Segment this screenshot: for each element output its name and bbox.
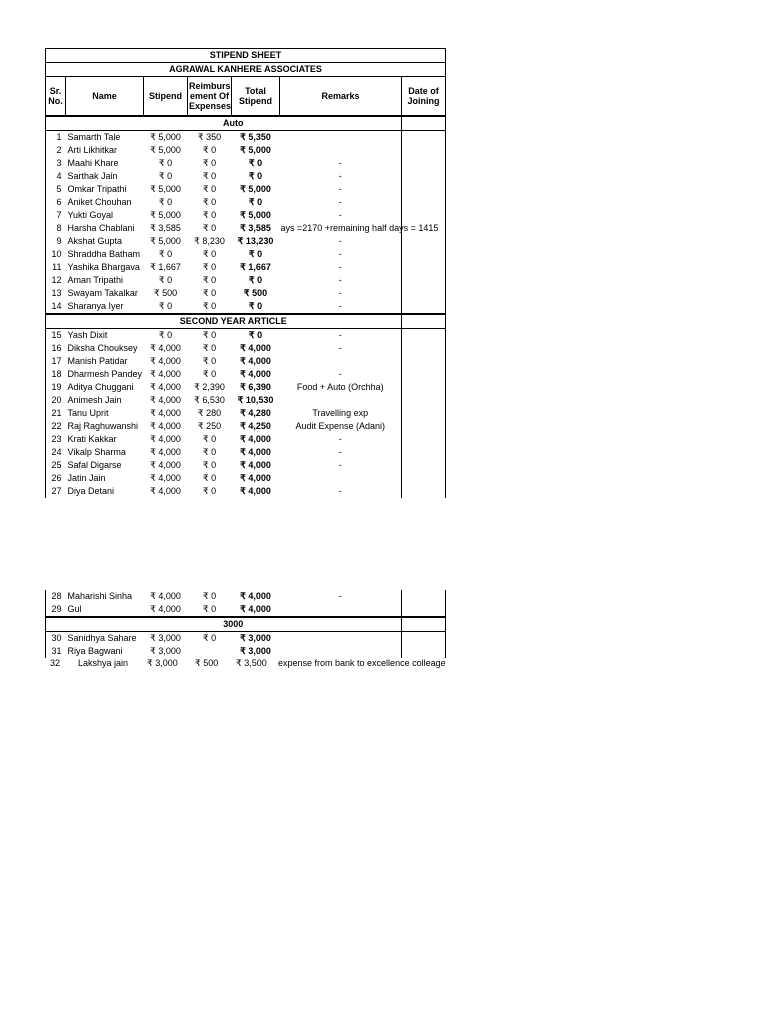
cell-sr: 15 xyxy=(46,329,66,343)
cell-sr: 1 xyxy=(46,131,66,145)
cell-date-of-joining xyxy=(402,131,446,145)
table-row xyxy=(46,183,446,196)
cell-name: Samarth Tale xyxy=(67,132,121,142)
cell-name: Jatin Jain xyxy=(67,473,106,483)
cell-date-of-joining xyxy=(402,433,446,446)
table-row xyxy=(46,485,446,498)
cell-remarks: - xyxy=(338,591,342,601)
cell-stipend: ₹ 0 xyxy=(158,249,173,259)
cell-reimbursement: ₹ 0 xyxy=(202,356,217,366)
cell-sr: 6 xyxy=(46,196,66,209)
table-row xyxy=(46,261,446,274)
cell-remarks xyxy=(280,144,402,157)
cell-sr: 23 xyxy=(46,433,66,446)
cell-total: ₹ 5,000 xyxy=(240,210,271,220)
header-total: Total Stipend xyxy=(232,77,280,117)
cell-stipend: ₹ 3,000 xyxy=(147,658,178,668)
cell-name: Sarthak Jain xyxy=(67,171,118,181)
cell-remarks xyxy=(280,472,402,485)
cell-stipend: ₹ 5,000 xyxy=(150,210,181,220)
cell-total: ₹ 6,390 xyxy=(240,382,271,392)
cell-date-of-joining xyxy=(402,603,446,617)
cell-date-of-joining xyxy=(402,381,446,394)
cell-remarks xyxy=(280,131,402,145)
cell-total: ₹ 4,000 xyxy=(240,356,271,366)
cell-total: ₹ 4,000 xyxy=(240,591,271,601)
cell-stipend: ₹ 4,000 xyxy=(150,486,181,496)
cell-remarks: - xyxy=(338,275,342,285)
cell-date-of-joining xyxy=(402,368,446,381)
cell-remarks: - xyxy=(338,330,342,340)
cell-reimbursement: ₹ 0 xyxy=(202,171,217,181)
cell-stipend: ₹ 4,000 xyxy=(150,421,181,431)
cell-date-of-joining xyxy=(402,485,446,498)
table-row xyxy=(46,420,446,433)
cell-reimbursement: ₹ 0 xyxy=(202,434,217,444)
cell-reimbursement: ₹ 0 xyxy=(202,486,217,496)
cell-name: Aman Tripathi xyxy=(67,275,124,285)
section-row-second-year xyxy=(46,314,446,329)
cell-total: ₹ 3,000 xyxy=(240,646,271,656)
cell-remarks: - xyxy=(338,460,342,470)
cell-total: ₹ 0 xyxy=(248,301,263,311)
table-row xyxy=(46,196,446,209)
cell-reimbursement: ₹ 0 xyxy=(202,223,217,233)
cell-stipend: ₹ 4,000 xyxy=(150,604,181,614)
cell-total: ₹ 4,000 xyxy=(240,473,271,483)
cell-date-of-joining xyxy=(402,632,446,646)
table-row xyxy=(46,472,446,485)
cell-name: Animesh Jain xyxy=(67,395,122,405)
cell-remarks: - xyxy=(338,301,342,311)
table-row xyxy=(46,590,446,603)
cell-date-of-joining xyxy=(402,183,446,196)
cell-date-of-joining xyxy=(402,261,446,274)
cell-name: Tanu Uprit xyxy=(67,408,109,418)
cell-sr: 16 xyxy=(46,342,66,355)
cell-date-of-joining xyxy=(402,196,446,209)
cell-total: ₹ 13,230 xyxy=(237,236,274,246)
cell-name: Safal Digarse xyxy=(67,460,122,470)
cell-remarks xyxy=(280,603,402,617)
cell-reimbursement: ₹ 0 xyxy=(202,145,217,155)
cell-sr: 26 xyxy=(46,472,66,485)
header-doj: Date of Joining xyxy=(402,77,446,117)
cell-reimbursement: ₹ 0 xyxy=(202,604,217,614)
cell-stipend: ₹ 4,000 xyxy=(150,408,181,418)
table-row xyxy=(46,355,446,368)
cell-sr: 28 xyxy=(46,590,66,603)
cell-remarks: Travelling exp xyxy=(312,408,369,418)
section-label-3000: 3000 xyxy=(66,617,402,632)
company-name: AGRAWAL KANHERE ASSOCIATES xyxy=(46,63,446,77)
cell-remarks: - xyxy=(338,369,342,379)
cell-date-of-joining xyxy=(402,329,446,343)
cell-stipend: ₹ 5,000 xyxy=(150,184,181,194)
cell-reimbursement: ₹ 0 xyxy=(202,369,217,379)
cell-date-of-joining xyxy=(402,472,446,485)
cell-date-of-joining xyxy=(402,590,446,603)
cell-stipend: ₹ 4,000 xyxy=(150,382,181,392)
cell-name: Arti Likhitkar xyxy=(67,145,118,155)
cell-remarks: - xyxy=(338,184,342,194)
table-row xyxy=(46,157,446,170)
cell-stipend: ₹ 4,000 xyxy=(150,591,181,601)
table-row xyxy=(46,144,446,157)
header-sr: Sr. No. xyxy=(46,77,66,117)
cell-total: ₹ 4,000 xyxy=(240,447,271,457)
cell-remarks: expense from bank to excellence colleage xyxy=(278,658,446,668)
cell-total: ₹ 3,585 xyxy=(240,223,271,233)
cell-name: Gul xyxy=(67,604,82,614)
cell-date-of-joining xyxy=(402,355,446,368)
table-row xyxy=(46,235,446,248)
table-row xyxy=(46,222,446,235)
header-name: Name xyxy=(66,77,144,117)
cell-sr: 3 xyxy=(46,157,66,170)
cell-reimbursement: ₹ 0 xyxy=(202,197,217,207)
stipend-table xyxy=(45,48,446,498)
cell-name: Omkar Tripathi xyxy=(67,184,127,194)
cell-remarks: - xyxy=(338,158,342,168)
table-row xyxy=(46,329,446,343)
cell-stipend: ₹ 4,000 xyxy=(150,473,181,483)
cell-reimbursement: ₹ 0 xyxy=(202,330,217,340)
cell-name: Yash Dixit xyxy=(67,330,108,340)
section-label-second-year: SECOND YEAR ARTICLE xyxy=(66,314,402,329)
cell-date-of-joining xyxy=(402,170,446,183)
cell-stipend: ₹ 3,000 xyxy=(150,646,181,656)
cell-reimbursement: ₹ 0 xyxy=(202,210,217,220)
cell-stipend: ₹ 5,000 xyxy=(150,132,181,142)
header-remarks: Remarks xyxy=(280,77,402,117)
cell-remarks: - xyxy=(338,434,342,444)
cell-reimbursement: ₹ 0 xyxy=(202,158,217,168)
cell-remarks: - xyxy=(338,262,342,272)
cell-stipend: ₹ 3,000 xyxy=(150,633,181,643)
table-row xyxy=(46,603,446,617)
stipend-table-continued xyxy=(45,590,446,658)
cell-date-of-joining xyxy=(402,209,446,222)
cell-name: Vikalp Sharma xyxy=(67,447,126,457)
cell-reimbursement: ₹ 6,530 xyxy=(194,395,225,405)
cell-sr: 9 xyxy=(46,235,66,248)
table-row xyxy=(46,381,446,394)
cell-stipend: ₹ 1,667 xyxy=(150,262,181,272)
cell-stipend: ₹ 0 xyxy=(158,301,173,311)
stipend-sheet-continued xyxy=(45,590,445,658)
cell-reimbursement: ₹ 0 xyxy=(202,262,217,272)
cell-remarks: - xyxy=(338,343,342,353)
cell-name: Lakshya jain xyxy=(78,658,129,668)
cell-date-of-joining xyxy=(402,157,446,170)
section-label-auto: Auto xyxy=(66,116,402,131)
cell-total: ₹ 0 xyxy=(248,249,263,259)
cell-sr: 7 xyxy=(46,209,66,222)
cell-reimbursement: ₹ 0 xyxy=(202,473,217,483)
cell-date-of-joining xyxy=(402,300,446,314)
cell-remarks: - xyxy=(338,447,342,457)
cell-sr: 22 xyxy=(46,420,66,433)
cell-date-of-joining xyxy=(402,407,446,420)
cell-name: Riya Bagwani xyxy=(67,646,123,656)
cell-remarks: - xyxy=(338,249,342,259)
cell-reimbursement: ₹ 0 xyxy=(202,633,217,643)
table-row xyxy=(46,342,446,355)
table-row xyxy=(46,248,446,261)
cell-remarks: Audit Expense (Adani) xyxy=(295,421,386,431)
table-row xyxy=(46,209,446,222)
table-row xyxy=(46,446,446,459)
cell-sr: 13 xyxy=(46,287,66,300)
table-row xyxy=(46,131,446,145)
cell-total: ₹ 4,000 xyxy=(240,486,271,496)
cell-remarks: - xyxy=(338,236,342,246)
cell-sr: 27 xyxy=(46,485,66,498)
cell-name: Aditya Chuggani xyxy=(67,382,134,392)
cell-name: Sharanya Iyer xyxy=(67,301,124,311)
cell-stipend: ₹ 0 xyxy=(158,330,173,340)
cell-total: ₹ 0 xyxy=(248,171,263,181)
cell-sr: 24 xyxy=(46,446,66,459)
header-row xyxy=(46,77,446,117)
cell-sr: 31 xyxy=(46,645,66,658)
cell-sr: 19 xyxy=(46,381,66,394)
cell-total: ₹ 5,350 xyxy=(240,132,271,142)
cell-total: ₹ 4,000 xyxy=(240,434,271,444)
cell-remarks xyxy=(280,394,402,407)
cell-sr: 30 xyxy=(46,632,66,646)
cell-name: Harsha Chablani xyxy=(67,223,135,233)
cell-reimbursement: ₹ 0 xyxy=(202,288,217,298)
cell-remarks xyxy=(280,355,402,368)
cell-name: Aniket Chouhan xyxy=(67,197,132,207)
cell-total: ₹ 0 xyxy=(248,330,263,340)
cell-name: Dharmesh Pandey xyxy=(67,369,143,379)
cell-sr: 29 xyxy=(46,603,66,617)
table-row xyxy=(46,170,446,183)
cell-stipend: ₹ 4,000 xyxy=(150,460,181,470)
cell-remarks: Food + Auto (Orchha) xyxy=(296,382,384,392)
cell-stipend: ₹ 0 xyxy=(158,171,173,181)
cell-sr: 4 xyxy=(46,170,66,183)
cell-total: ₹ 5,000 xyxy=(240,184,271,194)
cell-total: ₹ 4,000 xyxy=(240,369,271,379)
section-row-auto xyxy=(46,116,446,131)
cell-stipend: ₹ 4,000 xyxy=(150,395,181,405)
cell-total: ₹ 5,000 xyxy=(240,145,271,155)
cell-name: Maahi Khare xyxy=(67,158,119,168)
table-row xyxy=(46,407,446,420)
cell-reimbursement: ₹ 350 xyxy=(197,132,222,142)
cell-date-of-joining xyxy=(402,459,446,472)
cell-stipend: ₹ 0 xyxy=(158,275,173,285)
cell-remarks xyxy=(280,632,402,646)
cell-sr: 2 xyxy=(46,144,66,157)
cell-stipend: ₹ 5,000 xyxy=(150,236,181,246)
table-row xyxy=(46,368,446,381)
table-row xyxy=(46,433,446,446)
cell-stipend: ₹ 500 xyxy=(153,288,178,298)
cell-name: Krati Kakkar xyxy=(67,434,117,444)
cell-total: ₹ 1,667 xyxy=(240,262,271,272)
cell-name: Sanidhya Sahare xyxy=(67,633,137,643)
cell-reimbursement: ₹ 0 xyxy=(202,447,217,457)
cell-name: Manish Patidar xyxy=(67,356,128,366)
sheet-title: STIPEND SHEET xyxy=(46,49,446,63)
cell-stipend: ₹ 4,000 xyxy=(150,447,181,457)
cell-sr: 10 xyxy=(46,248,66,261)
cell-reimbursement: ₹ 0 xyxy=(202,184,217,194)
cell-reimbursement: ₹ 0 xyxy=(202,343,217,353)
table-row xyxy=(46,394,446,407)
cell-total: ₹ 3,000 xyxy=(240,633,271,643)
cell-remarks: - xyxy=(338,486,342,496)
cell-total: ₹ 0 xyxy=(248,158,263,168)
cell-date-of-joining xyxy=(402,394,446,407)
table-row xyxy=(46,632,446,646)
cell-remarks: - xyxy=(338,197,342,207)
cell-stipend: ₹ 4,000 xyxy=(150,434,181,444)
cell-stipend: ₹ 3,585 xyxy=(150,223,181,233)
cell-sr: 18 xyxy=(46,368,66,381)
stipend-sheet xyxy=(45,48,445,498)
cell-reimbursement: ₹ 500 xyxy=(195,658,219,668)
cell-sr: 21 xyxy=(46,407,66,420)
cell-date-of-joining xyxy=(402,274,446,287)
cell-remarks: - xyxy=(338,288,342,298)
cell-stipend: ₹ 4,000 xyxy=(150,369,181,379)
cell-sr: 5 xyxy=(46,183,66,196)
cell-reimbursement: ₹ 0 xyxy=(202,275,217,285)
cell-reimbursement: ₹ 0 xyxy=(202,591,217,601)
cell-reimbursement: ₹ 250 xyxy=(197,421,222,431)
cell-total: ₹ 4,000 xyxy=(240,343,271,353)
cell-remarks: ays =2170 +remaining half days = 1415 xyxy=(280,223,439,233)
cell-total: ₹ 3,500 xyxy=(236,658,267,668)
cell-stipend: ₹ 0 xyxy=(158,197,173,207)
cell-name: Raj Raghuwanshi xyxy=(67,421,139,431)
cell-date-of-joining xyxy=(402,287,446,300)
table-row xyxy=(46,459,446,472)
cell-sr: 14 xyxy=(46,300,66,314)
cell-stipend: ₹ 4,000 xyxy=(150,356,181,366)
cell-reimbursement: ₹ 0 xyxy=(202,460,217,470)
cell-name: Shraddha Batham xyxy=(67,249,141,259)
cell-sr: 11 xyxy=(46,261,66,274)
cell-sr: 32 xyxy=(50,658,61,668)
cell-name: Diya Detani xyxy=(67,486,115,496)
table-row xyxy=(46,287,446,300)
cell-total: ₹ 0 xyxy=(248,275,263,285)
table-row xyxy=(46,274,446,287)
cell-name: Diksha Chouksey xyxy=(67,343,138,353)
cell-name: Maharishi Sinha xyxy=(67,591,133,601)
cell-remarks: - xyxy=(338,210,342,220)
header-stipend: Stipend xyxy=(144,77,188,117)
cell-reimbursement: ₹ 8,230 xyxy=(194,236,225,246)
cell-total: ₹ 4,280 xyxy=(240,408,271,418)
cell-stipend: ₹ 0 xyxy=(158,158,173,168)
cell-reimbursement: ₹ 0 xyxy=(202,301,217,311)
cell-total: ₹ 4,000 xyxy=(240,460,271,470)
cell-total: ₹ 0 xyxy=(248,197,263,207)
cell-total: ₹ 4,000 xyxy=(240,604,271,614)
cell-name: Yashika Bhargava xyxy=(67,262,140,272)
cell-sr: 20 xyxy=(46,394,66,407)
cell-stipend: ₹ 5,000 xyxy=(150,145,181,155)
cell-total: ₹ 4,250 xyxy=(240,421,271,431)
cell-stipend: ₹ 4,000 xyxy=(150,343,181,353)
cell-reimbursement: ₹ 2,390 xyxy=(194,382,225,392)
section-row-3000 xyxy=(46,617,446,632)
cell-sr: 25 xyxy=(46,459,66,472)
cell-sr: 17 xyxy=(46,355,66,368)
cell-date-of-joining xyxy=(402,420,446,433)
cell-remarks: - xyxy=(338,171,342,181)
cell-date-of-joining xyxy=(402,342,446,355)
cell-name: Akshat Gupta xyxy=(67,236,123,246)
cell-total: ₹ 500 xyxy=(243,288,268,298)
header-reimbursement: Reimburs ement Of Expenses xyxy=(188,77,232,117)
cell-date-of-joining xyxy=(402,248,446,261)
cell-name: Swayam Takalkar xyxy=(67,288,138,298)
cell-sr: 12 xyxy=(46,274,66,287)
cell-reimbursement: ₹ 0 xyxy=(202,249,217,259)
cell-date-of-joining xyxy=(402,446,446,459)
table-row xyxy=(46,300,446,314)
cell-name: Yukti Goyal xyxy=(67,210,114,220)
cell-date-of-joining xyxy=(402,235,446,248)
cell-sr: 8 xyxy=(46,222,66,235)
cell-reimbursement: ₹ 280 xyxy=(197,408,222,418)
cell-total: ₹ 10,530 xyxy=(237,395,274,405)
cell-date-of-joining xyxy=(402,144,446,157)
